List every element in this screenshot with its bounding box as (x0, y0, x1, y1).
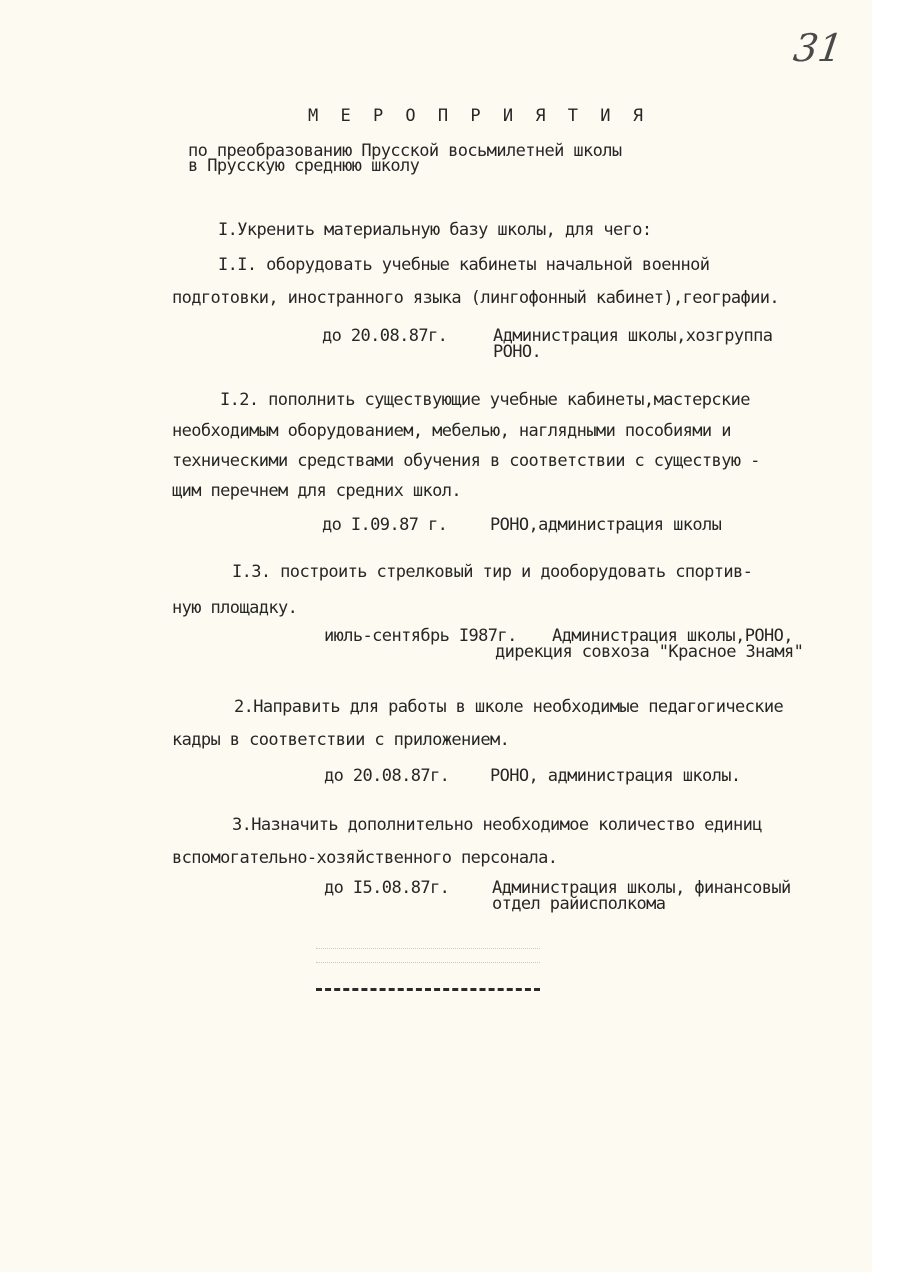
faint-dotted-line (316, 962, 540, 963)
item-1-2-deadline: до I.09.87 г. (322, 515, 448, 535)
item-1-2-line2: необходимым оборудованием, мебелью, наглядными пособиями и (172, 421, 731, 441)
section-2-line1: 2.Направить для работы в школе необходимые педагогические (234, 697, 784, 717)
section-1-heading: I.Укренить материальную базу школы, для чего: (218, 220, 652, 240)
section-3-line1: 3.Назначить дополнительно необходимое количество единиц (232, 815, 762, 835)
item-1-3-responsible-line2: дирекция совхоза "Красное Знамя" (495, 642, 804, 662)
section-2-deadline: до 20.08.87г. (324, 766, 450, 786)
item-1-2-line1: I.2. пополнить существующие учебные кабинеты,мастерские (220, 390, 750, 410)
item-1-3-deadline: июль-сентябрь I987г. (324, 626, 517, 646)
item-1-3-responsible-line1: Администрация школы,РОНО, (552, 626, 793, 646)
section-2-responsible-line1: РОНО, администрация школы. (490, 766, 741, 786)
section-3-responsible-line2: отдел райисполкома (492, 894, 666, 914)
section-2-line2: кадры в соответствии с приложением. (172, 730, 510, 750)
handwritten-page-number: 31 (790, 26, 846, 70)
item-1-2-responsible-line1: РОНО,администрация школы (490, 515, 722, 535)
faint-dotted-line (316, 948, 540, 949)
item-1-1-responsible-line1: Администрация школы,хозгруппа (493, 326, 773, 346)
item-1-2-line4: щим перечнем для средних школ. (172, 481, 462, 501)
item-1-2-line3: техническими средствами обучения в соответствии с существую - (172, 451, 760, 471)
section-3-line2: вспомогательно-хозяйственного персонала. (172, 848, 558, 868)
item-1-1-line2: подготовки, иностранного языка (лингофонный кабинет),географии. (172, 288, 779, 308)
item-1-3-line2: ную площадку. (172, 598, 298, 618)
item-1-3-line1: I.3. построить стрелковый тир и дооборудовать спортив- (232, 562, 753, 582)
item-1-1-responsible-line2: РОНО. (493, 342, 542, 362)
item-1-1-deadline: до 20.08.87г. (322, 326, 448, 346)
section-3-responsible-line1: Администрация школы, финансовый (492, 878, 791, 898)
document-subtitle-line1: по преобразованию Прусской восьмилетней школы (188, 141, 622, 161)
section-3-deadline: до I5.08.87г. (324, 878, 450, 898)
document-title: М Е Р О П Р И Я Т И Я (308, 106, 649, 126)
item-1-1-line1: I.I. оборудовать учебные кабинеты начальной военной (218, 255, 710, 275)
document-subtitle-line2: в Прусскую среднюю школу (188, 156, 420, 176)
closing-dashed-line (316, 988, 540, 991)
